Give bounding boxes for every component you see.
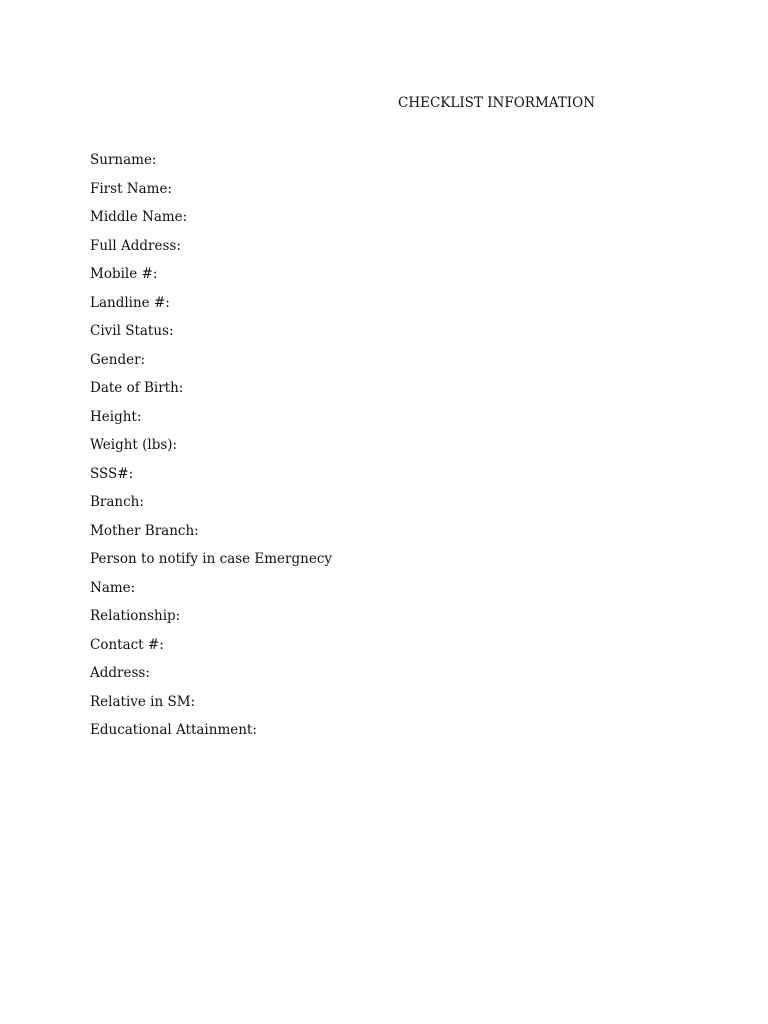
field-label-middle-name: Middle Name: [90, 209, 188, 225]
field-label-branch: Branch: [90, 494, 144, 510]
field-label-surname: Surname: [90, 152, 157, 168]
field-label-mother-branch: Mother Branch: [90, 522, 199, 539]
field-label-height: Height: [90, 408, 142, 425]
field-label-gender: Gender: [90, 351, 146, 368]
field-list [90, 151, 332, 750]
field-label-full-address: Full Address: [90, 237, 181, 254]
field-label-date-of-birth: Date of Birth: [90, 380, 184, 396]
field-label-landline: Landline #: [90, 294, 170, 311]
field-label-emergency-name: Name: [90, 579, 136, 596]
field-label-sss: SSS#: [90, 465, 134, 482]
section-heading-emergency-contact: Person to notify in case Emergnecy [90, 551, 333, 567]
field-label-weight: Weight (lbs): [90, 437, 178, 453]
field-label-relative-in-sm: Relative in SM: [90, 693, 196, 710]
field-label-civil-status: Civil Status: [90, 323, 174, 339]
field-label-first-name: First Name: [90, 180, 172, 197]
field-label-address: Address: [90, 665, 150, 681]
field-label-contact: Contact #: [90, 636, 164, 653]
field-label-educational-attainment: Educational Attainment: [90, 722, 257, 738]
field-label-relationship: Relationship: [90, 608, 181, 624]
page-title: CHECKLIST INFORMATION [398, 95, 596, 111]
field-label-mobile: Mobile #: [90, 266, 158, 282]
